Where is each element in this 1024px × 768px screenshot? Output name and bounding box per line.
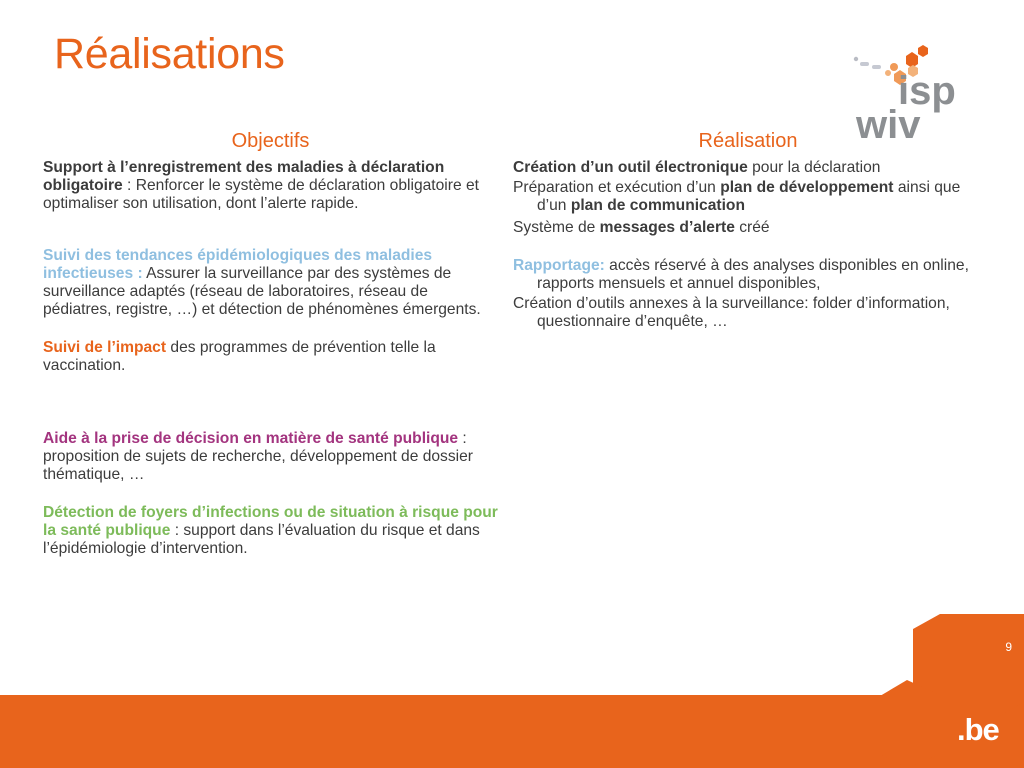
realisation-text: Préparation et exécution d’un — [513, 179, 721, 196]
page-number: 9 — [1005, 640, 1012, 654]
objective-text: des programmes de prévention telle la vaccination. — [43, 339, 436, 374]
objective-highlight: Aide à la prise de décision en matière de santé publique — [43, 430, 459, 447]
realisation-text: pour la déclaration — [747, 159, 881, 176]
objective-item-impact — [43, 339, 498, 375]
realisation-bold: messages d’alerte — [599, 219, 735, 236]
objective-item-trends — [43, 247, 498, 319]
realisation-text: ainsi que d’un — [537, 179, 961, 214]
realisation-text: accès réservé à des analyses disponibles en online, rapports mensuels et annuel disponibles, — [537, 257, 969, 292]
objective-text: : Renforcer le système de déclaration obligatoire et optimaliser son utilisation, dont l’alerte rapide. — [43, 177, 479, 212]
realisation-heading: Réalisation — [698, 130, 798, 152]
isp-wiv-logo-graphic — [848, 44, 966, 142]
objective-text: : proposition de sujets de recherche, développement de dossier thématique, … — [43, 430, 473, 483]
objective-highlight: Support à l’enregistrement des maladies à déclaration obligatoire — [43, 159, 445, 194]
realisation-bold: plan de communication — [570, 197, 745, 214]
objective-highlight: Suivi de l’impact — [43, 339, 167, 356]
realisation-bold: Création d’un outil électronique — [513, 159, 748, 176]
objective-item-detection — [43, 504, 498, 558]
realisation-text: Système de — [513, 219, 600, 236]
realisation-item-alerts — [513, 219, 983, 237]
objective-highlight: Suivi des tendances épidémiologiques des maladies infectieuses : — [43, 247, 433, 282]
realisation-item-tool — [513, 159, 983, 177]
realisation-item-tools — [513, 295, 983, 331]
isp-wiv-logo — [848, 44, 966, 142]
objective-item-decision — [43, 430, 498, 484]
realisation-item-reporting — [513, 257, 983, 293]
realisation-text: Création d’outils annexes à la surveillance: folder d’information, questionnaire d’enquête, … — [513, 295, 950, 330]
realisation-bold: plan de développement — [720, 179, 894, 196]
realisation-column — [513, 130, 983, 331]
logo-wiv-text: wiv — [856, 103, 921, 142]
realisation-highlight: Rapportage: — [513, 257, 605, 274]
realisation-item-plans — [513, 179, 983, 215]
be-logo: .be — [957, 712, 999, 747]
slide-title: Réalisations — [54, 30, 285, 78]
objective-text: Assurer la surveillance par des systèmes de surveillance adaptés (réseau de laboratoires, réseau de pédiatres, registre, …) et détection de phénomènes émergents. — [43, 265, 481, 318]
realisation-text: créé — [734, 219, 770, 236]
footer-bar — [0, 695, 1024, 768]
objectives-column — [43, 130, 498, 558]
objective-text: : support dans l’évaluation du risque et dans l’épidémiologie d’intervention. — [43, 522, 480, 557]
logo-isp-text: isp — [898, 69, 956, 113]
hexagon-decoration — [880, 614, 1024, 768]
objective-highlight: Détection de foyers d’infections ou de situation à risque pour la santé publique — [43, 504, 498, 539]
objective-item-declaration — [43, 159, 498, 213]
objectives-heading: Objectifs — [231, 130, 310, 152]
